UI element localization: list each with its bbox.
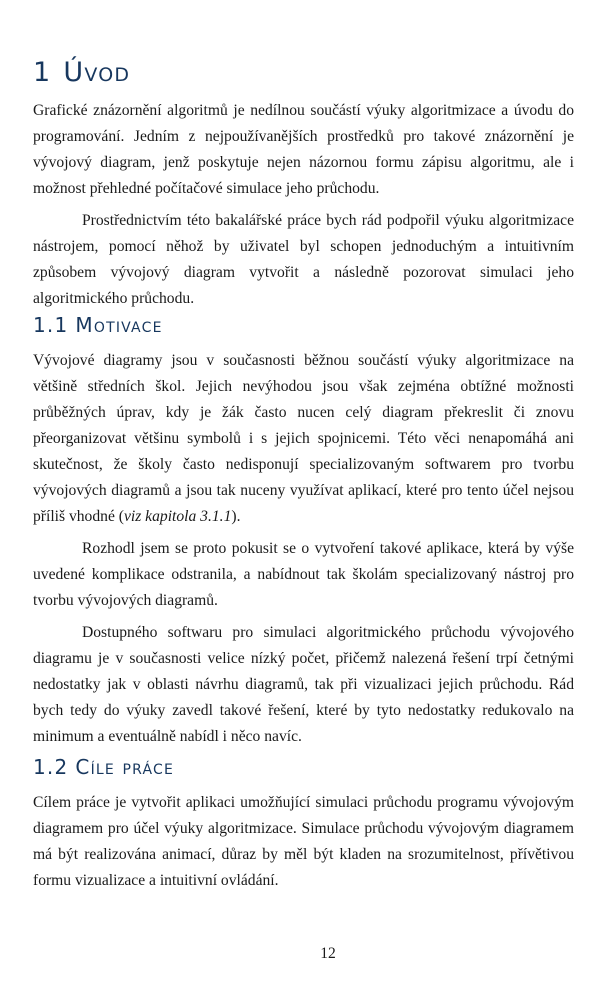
page-number: 12 [320, 945, 336, 962]
chapter-number: 1 [33, 57, 52, 88]
chapter-title: Úvod [63, 57, 131, 88]
motivation-paragraph-1-end: ). [231, 508, 241, 525]
section-number: 1.1 [33, 313, 69, 337]
section-number: 1.2 [33, 755, 69, 779]
section-heading-goals [33, 754, 574, 780]
intro-paragraph-1: Grafické znázornění algoritmů je nedílnou součástí výuky algoritmizace a úvodu do programování. Jedním z nejpoužívanějších prostředků pro takové znázornění je vývojový diagram, jenž poskytuje nejen názornou formu zápisu algoritmu, ale i možnost přehledné počítačové simulace jeho průchodu. [33, 102, 574, 197]
motivation-paragraph-1-text: Vývojové diagramy jsou v současnosti běžnou součástí výuky algoritmizace na většině středních škol. Jejich nevýhodou jsou však zejména obtížné možnosti průběžných úprav, kdy je žák často nucen celý diagram překreslit či znovu přeorganizovat většinu symbolů i s jejich spojnicemi. Této věci nenapomáhá ani skutečnost, že školy často nedisponují specializovaným softwarem pro tvorbu vývojových diagramů a jsou tak nuceny využívat aplikací, které pro tento účel nejsou příliš vhodné ( [33, 352, 574, 525]
motivation-paragraph-1 [33, 348, 574, 530]
motivation-paragraph-2: Rozhodl jsem se proto pokusit se o vytvoření takové aplikace, která by výše uvedené komplikace odstranila, a nabídnout tak školám specializovaný nástroj pro tvorbu vývojových diagramů. [33, 540, 574, 609]
section-title: Motivace [75, 313, 163, 337]
motivation-section [33, 312, 574, 750]
chapter-reference: viz kapitola 3.1.1 [123, 508, 232, 525]
document-page [33, 0, 574, 1000]
goals-paragraph-1: Cílem práce je vytvořit aplikaci umožňující simulaci průchodu programu vývojovým diagramem pro účel výuky algoritmizace. Simulace průchodu vývojovým diagramem má být realizována animací, důraz by měl být kladen na srozumitelnost, přívětivou formu vizualizace a intuitivní ovládání. [33, 794, 574, 889]
motivation-paragraph-3: Dostupného softwaru pro simulaci algoritmického průchodu vývojového diagramu je v současnosti velice nízký počet, přičemž nalezená řešení trpí četnými nedostatky jak v oblasti návrhu diagramů, tak při vizualizaci jejich průchodu. Rád bych tedy do výuky zavedl takové řešení, které by tyto nedostatky redukovalo na minimum a eventuálně nabídl i něco navíc. [33, 624, 574, 745]
intro-paragraph-2: Prostřednictvím této bakalářské práce bych rád podpořil výuku algoritmizace nástrojem, pomocí něhož by uživatel byl schopen jednoduchým a intuitivním způsobem vývojový diagram vytvořit a následně pozorovat simulaci jeho algoritmického průchodu. [33, 212, 574, 307]
intro-block [33, 98, 574, 312]
section-heading-motivation [33, 312, 574, 338]
section-title: Cíle práce [75, 755, 175, 779]
chapter-heading [33, 56, 130, 90]
goals-section [33, 754, 574, 894]
